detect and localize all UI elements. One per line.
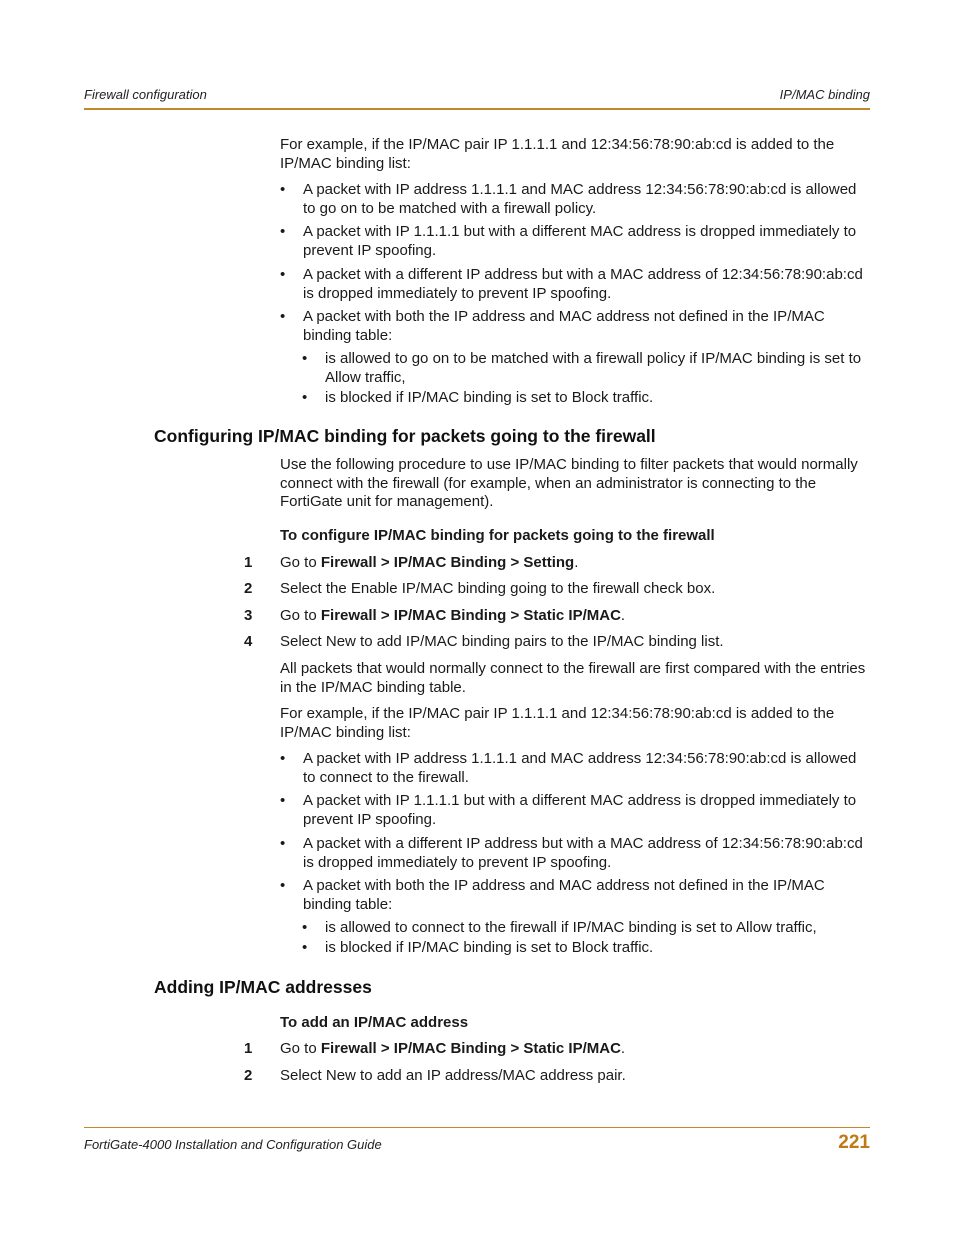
section2-intro: Use the following procedure to use IP/MAC binding to filter packets that would normally connect with the firewall (for example, when an administrator is connecting to the FortiGate unit for management). — [280, 456, 858, 510]
page-number: 221 — [838, 1132, 870, 1153]
running-header-right: IP/MAC binding — [779, 87, 870, 102]
menu-path: Firewall > IP/MAC Binding > Static IP/MAC — [320, 1040, 621, 1057]
procedure-title: To add an IP/MAC address — [280, 1014, 469, 1031]
section-heading: Adding IP/MAC addresses — [154, 977, 372, 997]
menu-path: Firewall > IP/MAC Binding > Static IP/MAC — [320, 607, 621, 624]
paragraph: All packets that would normally connect to the firewall are first compared with the entries in the IP/MAC binding table. — [280, 660, 866, 696]
procedure-title: To configure IP/MAC binding for packets going to the firewall — [280, 527, 715, 544]
paragraph: For example, if the IP/MAC pair IP 1.1.1.1 and 12:34:56:78:90:ab:cd is added to the IP/MAC binding list: — [280, 705, 835, 741]
footer-rule — [84, 1127, 870, 1128]
header-rule — [84, 108, 870, 110]
section-heading: Configuring IP/MAC binding for packets going to the firewall — [154, 426, 656, 446]
menu-path: Firewall > IP/MAC Binding > Setting — [320, 554, 575, 571]
running-header-left: Firewall configuration — [84, 87, 207, 102]
section1-intro: For example, if the IP/MAC pair IP 1.1.1.1 and 12:34:56:78:90:ab:cd is added to the IP/MAC binding list: — [280, 136, 835, 172]
footer-title: FortiGate-4000 Installation and Configuration Guide — [84, 1137, 382, 1152]
